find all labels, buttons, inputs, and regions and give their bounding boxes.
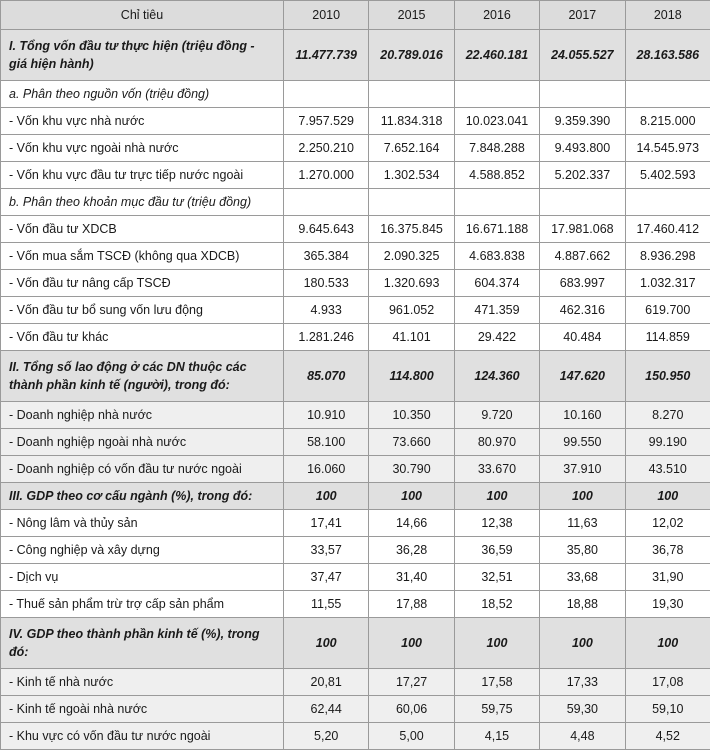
cell-value: 33,57 xyxy=(284,537,369,564)
cell-value: 18,88 xyxy=(540,591,625,618)
cell-value: 16.375.845 xyxy=(369,216,454,243)
table-row xyxy=(1,456,710,483)
cell-value: 28.163.586 xyxy=(625,30,710,81)
cell-value: 1.032.317 xyxy=(625,270,710,297)
cell-value xyxy=(625,81,710,108)
row-label: - Nông lâm và thủy sản xyxy=(1,510,284,537)
table-row xyxy=(1,723,710,750)
cell-value: 36,78 xyxy=(625,537,710,564)
cell-value: 8.215.000 xyxy=(625,108,710,135)
cell-value: 4.683.838 xyxy=(454,243,539,270)
row-label: III. GDP theo cơ cấu ngành (%), trong đó: xyxy=(1,483,284,510)
cell-value: 11.834.318 xyxy=(369,108,454,135)
cell-value: 80.970 xyxy=(454,429,539,456)
header-year: 2010 xyxy=(284,1,369,30)
cell-value: 29.422 xyxy=(454,324,539,351)
cell-value: 100 xyxy=(454,618,539,669)
cell-value: 14,66 xyxy=(369,510,454,537)
cell-value: 100 xyxy=(454,483,539,510)
cell-value: 4.588.852 xyxy=(454,162,539,189)
cell-value: 11,63 xyxy=(540,510,625,537)
cell-value: 35,80 xyxy=(540,537,625,564)
cell-value: 7.652.164 xyxy=(369,135,454,162)
cell-value: 604.374 xyxy=(454,270,539,297)
cell-value: 10.910 xyxy=(284,402,369,429)
table-row xyxy=(1,216,710,243)
cell-value: 20.789.016 xyxy=(369,30,454,81)
cell-value: 31,90 xyxy=(625,564,710,591)
cell-value: 40.484 xyxy=(540,324,625,351)
cell-value: 16.671.188 xyxy=(454,216,539,243)
header-year: 2016 xyxy=(454,1,539,30)
row-label: - Khu vực có vốn đầu tư nước ngoài xyxy=(1,723,284,750)
cell-value: 100 xyxy=(369,618,454,669)
cell-value: 17,41 xyxy=(284,510,369,537)
table-row xyxy=(1,564,710,591)
cell-value: 30.790 xyxy=(369,456,454,483)
cell-value: 10.160 xyxy=(540,402,625,429)
row-label: - Doanh nghiệp ngoài nhà nước xyxy=(1,429,284,456)
cell-value: 5.402.593 xyxy=(625,162,710,189)
cell-value: 16.060 xyxy=(284,456,369,483)
cell-value xyxy=(454,81,539,108)
subheading-row xyxy=(1,189,710,216)
cell-value: 33,68 xyxy=(540,564,625,591)
cell-value: 100 xyxy=(284,618,369,669)
cell-value xyxy=(284,81,369,108)
table-row xyxy=(1,537,710,564)
cell-value: 100 xyxy=(625,483,710,510)
cell-value: 11.477.739 xyxy=(284,30,369,81)
cell-value: 33.670 xyxy=(454,456,539,483)
cell-value: 619.700 xyxy=(625,297,710,324)
cell-value: 124.360 xyxy=(454,351,539,402)
cell-value: 100 xyxy=(540,618,625,669)
cell-value: 4.933 xyxy=(284,297,369,324)
cell-value: 14.545.973 xyxy=(625,135,710,162)
cell-value: 17,33 xyxy=(540,669,625,696)
row-label: a. Phân theo nguồn vốn (triệu đồng) xyxy=(1,81,284,108)
cell-value: 85.070 xyxy=(284,351,369,402)
cell-value xyxy=(454,189,539,216)
cell-value: 100 xyxy=(284,483,369,510)
cell-value: 59,10 xyxy=(625,696,710,723)
row-label: II. Tổng số lao động ở các DN thuộc các thành phần kinh tế (người), trong đó: xyxy=(1,351,284,402)
cell-value: 180.533 xyxy=(284,270,369,297)
header-row xyxy=(1,1,710,30)
row-label: - Doanh nghiệp có vốn đầu tư nước ngoài xyxy=(1,456,284,483)
cell-value: 41.101 xyxy=(369,324,454,351)
cell-value: 17,27 xyxy=(369,669,454,696)
cell-value: 150.950 xyxy=(625,351,710,402)
cell-value: 17.460.412 xyxy=(625,216,710,243)
cell-value: 17,08 xyxy=(625,669,710,696)
cell-value: 961.052 xyxy=(369,297,454,324)
cell-value: 20,81 xyxy=(284,669,369,696)
cell-value: 59,75 xyxy=(454,696,539,723)
cell-value: 10.023.041 xyxy=(454,108,539,135)
cell-value: 5,00 xyxy=(369,723,454,750)
cell-value: 36,59 xyxy=(454,537,539,564)
cell-value: 8.936.298 xyxy=(625,243,710,270)
row-label: - Thuế sản phẩm trừ trợ cấp sản phẩm xyxy=(1,591,284,618)
row-label: - Công nghiệp và xây dựng xyxy=(1,537,284,564)
table-row xyxy=(1,324,710,351)
section-row-labor xyxy=(1,351,710,402)
cell-value: 147.620 xyxy=(540,351,625,402)
row-label: IV. GDP theo thành phần kinh tế (%), trong đó: xyxy=(1,618,284,669)
row-label: b. Phân theo khoản mục đầu tư (triệu đồng) xyxy=(1,189,284,216)
row-label: - Vốn đầu tư bổ sung vốn lưu động xyxy=(1,297,284,324)
cell-value: 99.550 xyxy=(540,429,625,456)
cell-value xyxy=(284,189,369,216)
table-row xyxy=(1,402,710,429)
cell-value: 22.460.181 xyxy=(454,30,539,81)
cell-value: 114.859 xyxy=(625,324,710,351)
table-row xyxy=(1,591,710,618)
table-row xyxy=(1,108,710,135)
table-row xyxy=(1,510,710,537)
cell-value: 114.800 xyxy=(369,351,454,402)
cell-value: 36,28 xyxy=(369,537,454,564)
header-year: 2018 xyxy=(625,1,710,30)
cell-value: 12,02 xyxy=(625,510,710,537)
cell-value: 7.957.529 xyxy=(284,108,369,135)
cell-value: 10.350 xyxy=(369,402,454,429)
table-row xyxy=(1,696,710,723)
cell-value: 1.320.693 xyxy=(369,270,454,297)
row-label: - Vốn khu vực ngoài nhà nước xyxy=(1,135,284,162)
cell-value: 5,20 xyxy=(284,723,369,750)
table-row xyxy=(1,135,710,162)
row-label: - Vốn mua sắm TSCĐ (không qua XDCB) xyxy=(1,243,284,270)
cell-value xyxy=(540,189,625,216)
header-year: 2015 xyxy=(369,1,454,30)
section-row-investment xyxy=(1,30,710,81)
cell-value: 1.270.000 xyxy=(284,162,369,189)
cell-value: 1.302.534 xyxy=(369,162,454,189)
cell-value: 100 xyxy=(625,618,710,669)
cell-value: 19,30 xyxy=(625,591,710,618)
section-row-gdp-ownership xyxy=(1,618,710,669)
cell-value xyxy=(369,189,454,216)
cell-value: 43.510 xyxy=(625,456,710,483)
row-label: - Kinh tế ngoài nhà nước xyxy=(1,696,284,723)
table-row xyxy=(1,297,710,324)
cell-value: 4,48 xyxy=(540,723,625,750)
cell-value: 11,55 xyxy=(284,591,369,618)
cell-value: 5.202.337 xyxy=(540,162,625,189)
cell-value: 2.250.210 xyxy=(284,135,369,162)
cell-value: 683.997 xyxy=(540,270,625,297)
cell-value: 17,58 xyxy=(454,669,539,696)
cell-value xyxy=(540,81,625,108)
cell-value: 31,40 xyxy=(369,564,454,591)
cell-value: 9.493.800 xyxy=(540,135,625,162)
cell-value: 365.384 xyxy=(284,243,369,270)
cell-value: 59,30 xyxy=(540,696,625,723)
cell-value: 18,52 xyxy=(454,591,539,618)
row-label: - Vốn đầu tư XDCB xyxy=(1,216,284,243)
cell-value: 17.981.068 xyxy=(540,216,625,243)
cell-value: 12,38 xyxy=(454,510,539,537)
header-indicator: Chỉ tiêu xyxy=(1,1,284,30)
cell-value: 100 xyxy=(540,483,625,510)
table-row xyxy=(1,429,710,456)
row-label: - Vốn khu vực nhà nước xyxy=(1,108,284,135)
cell-value: 9.645.643 xyxy=(284,216,369,243)
cell-value: 60,06 xyxy=(369,696,454,723)
cell-value: 62,44 xyxy=(284,696,369,723)
table-row xyxy=(1,270,710,297)
row-label: - Doanh nghiệp nhà nước xyxy=(1,402,284,429)
cell-value: 8.270 xyxy=(625,402,710,429)
cell-value: 100 xyxy=(369,483,454,510)
cell-value: 462.316 xyxy=(540,297,625,324)
subheading-row xyxy=(1,81,710,108)
row-label: - Vốn khu vực đầu tư trực tiếp nước ngoài xyxy=(1,162,284,189)
cell-value: 73.660 xyxy=(369,429,454,456)
cell-value: 7.848.288 xyxy=(454,135,539,162)
row-label: - Kinh tế nhà nước xyxy=(1,669,284,696)
cell-value: 2.090.325 xyxy=(369,243,454,270)
cell-value xyxy=(625,189,710,216)
cell-value: 9.359.390 xyxy=(540,108,625,135)
cell-value: 32,51 xyxy=(454,564,539,591)
cell-value: 4,15 xyxy=(454,723,539,750)
cell-value: 471.359 xyxy=(454,297,539,324)
cell-value: 58.100 xyxy=(284,429,369,456)
cell-value: 1.281.246 xyxy=(284,324,369,351)
section-row-gdp-sector xyxy=(1,483,710,510)
cell-value: 37,47 xyxy=(284,564,369,591)
table-row xyxy=(1,162,710,189)
row-label: - Dịch vụ xyxy=(1,564,284,591)
row-label: - Vốn đầu tư khác xyxy=(1,324,284,351)
table-row xyxy=(1,669,710,696)
cell-value: 99.190 xyxy=(625,429,710,456)
cell-value: 17,88 xyxy=(369,591,454,618)
table-row xyxy=(1,243,710,270)
cell-value: 4,52 xyxy=(625,723,710,750)
row-label: - Vốn đầu tư nâng cấp TSCĐ xyxy=(1,270,284,297)
cell-value: 37.910 xyxy=(540,456,625,483)
header-year: 2017 xyxy=(540,1,625,30)
cell-value: 4.887.662 xyxy=(540,243,625,270)
row-label: I. Tổng vốn đầu tư thực hiện (triệu đồng - giá hiện hành) xyxy=(1,30,284,81)
cell-value: 24.055.527 xyxy=(540,30,625,81)
cell-value xyxy=(369,81,454,108)
cell-value: 9.720 xyxy=(454,402,539,429)
